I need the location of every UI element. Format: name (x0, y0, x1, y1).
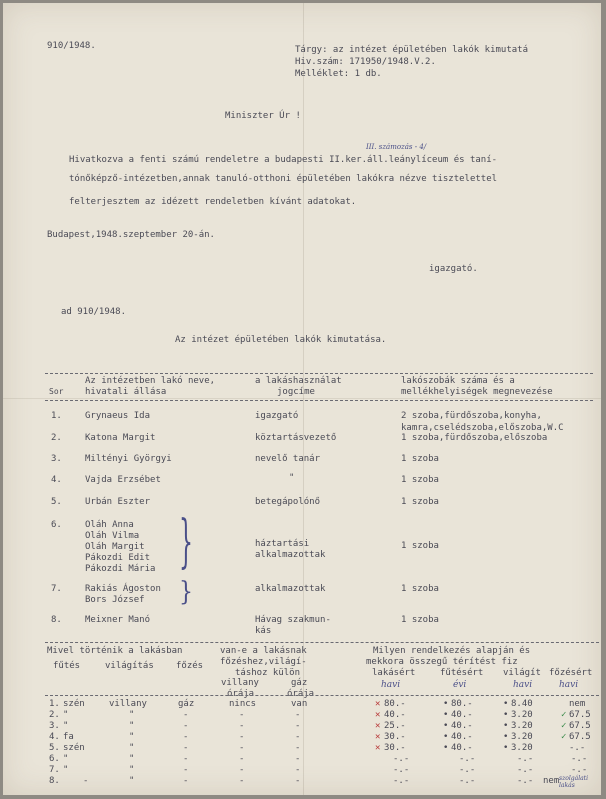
row-number: 1. (49, 699, 60, 709)
table2-header-villany: villany (221, 678, 259, 688)
salutation: Miniszter Úr ! (225, 111, 301, 121)
check-mark: ✕ (375, 743, 381, 753)
bullet: • (443, 743, 449, 753)
table2-header-vilagitas: világítás (105, 661, 154, 671)
row-number: 1. (51, 411, 62, 421)
table2-header-r2: mekkora összegű térítést fiz (366, 657, 518, 667)
cooking: - (183, 776, 189, 786)
lighting-fee: -.- (517, 776, 534, 786)
bullet: • (443, 732, 449, 742)
usage-title: Hávag szakmun- (255, 615, 331, 625)
bullet: • (503, 710, 509, 720)
resident-name: Vajda Erzsébet (85, 475, 161, 485)
electric-meter: - (239, 776, 245, 786)
body-line-3: felterjesztem az idézett rendeletben kívánt adatokat. (69, 197, 357, 207)
rent: 25.- (384, 721, 406, 731)
row-number: 8. (51, 615, 62, 625)
lighting: villany (109, 699, 147, 709)
resident-name: Bors József (85, 595, 145, 605)
bullet: • (503, 732, 509, 742)
electric-meter: - (239, 710, 245, 720)
heating: szén (63, 743, 85, 753)
row-number: 7. (51, 584, 62, 594)
cooking: - (183, 732, 189, 742)
electric-meter: - (239, 765, 245, 775)
table1-header-rule (45, 400, 593, 401)
usage-title: igazgató (255, 411, 299, 421)
bullet: • (503, 743, 509, 753)
cooking: - (183, 743, 189, 753)
cooking: - (183, 721, 189, 731)
cooking: - (183, 754, 189, 764)
table1-header-use-2: jogcíme (277, 387, 315, 397)
lighting: " (129, 721, 135, 731)
row-number: 5. (49, 743, 60, 753)
bullet: • (503, 699, 509, 709)
row-number: 6. (49, 754, 60, 764)
rent: 80.- (384, 699, 406, 709)
rent: -.- (393, 776, 410, 786)
heating-fee: 40.- (451, 721, 473, 731)
row-number: 3. (51, 454, 62, 464)
rent: 40.- (384, 710, 406, 720)
rooms: 2 szoba,fürdőszoba,konyha, (401, 411, 542, 421)
lighting-fee: -.- (517, 754, 534, 764)
resident-name: Pákozdi Mária (85, 564, 156, 574)
heating: fa (63, 732, 74, 742)
reference-number: 910/1948. (47, 41, 96, 51)
gas-meter: - (295, 754, 301, 764)
lighting-fee: -.- (517, 765, 534, 775)
row-number: 6. (51, 520, 62, 530)
date-line: Budapest,1948.szeptember 20-án. (47, 230, 215, 240)
table-title: Az intézet épületében lakók kimutatása. (175, 335, 387, 345)
rooms: 1 szoba (401, 584, 439, 594)
lighting-fee: 3.20 (511, 743, 533, 753)
check-mark: ✕ (375, 732, 381, 742)
table2-header-van-3: táshoz külön (235, 668, 301, 678)
bullet: • (443, 699, 449, 709)
handwritten-insert: III. számozás - 4/ (366, 143, 427, 151)
resident-name: Grynaeus Ida (85, 411, 151, 421)
ad-reference: ad 910/1948. (61, 307, 127, 317)
rent: -.- (393, 754, 410, 764)
table2-header-1: Mivel történik a lakásban (47, 646, 183, 656)
resident-name: Oláh Vilma (85, 531, 140, 541)
check-mark: ✓ (561, 721, 567, 731)
signer: igazgató. (429, 264, 478, 274)
table2-header-futes: fűtés (53, 661, 81, 671)
row-number: 5. (51, 497, 62, 507)
heating-fee: -.- (459, 754, 476, 764)
check-mark: ✕ (375, 710, 381, 720)
table1-header-name-1: Az intézetben lakó neve, (85, 376, 216, 386)
gas-meter: van (291, 699, 308, 709)
document-page (3, 3, 601, 795)
attachment-line: Melléklet: 1 db. (295, 69, 382, 79)
lighting-fee: 3.20 (511, 732, 533, 742)
resident-name: Oláh Anna (85, 520, 134, 530)
cooking: - (183, 710, 189, 720)
check-mark: ✕ (375, 699, 381, 709)
subject-line: Tárgy: az intézet épületében lakók kimutatá (295, 45, 528, 55)
gas-meter: - (295, 765, 301, 775)
lighting-fee: 3.20 (511, 710, 533, 720)
rent: 30.- (384, 732, 406, 742)
cooking-fee: 67.5 (569, 732, 591, 742)
lighting: " (129, 710, 135, 720)
heating: " (63, 710, 69, 720)
table2-header-fozes: főzés (176, 661, 204, 671)
body-line-1: Hivatkozva a fenti számú rendeletre a budapesti II.ker.áll.leánylíceum és taní- (69, 155, 498, 165)
check-mark: ✕ (375, 721, 381, 731)
table2-header-gaz: gáz (291, 678, 308, 688)
heating-fee: 40.- (451, 743, 473, 753)
fold-line-horizontal (3, 398, 601, 399)
hivszam-line: Hiv.szám: 171950/1948.V.2. (295, 57, 436, 67)
resident-name: Meixner Manó (85, 615, 151, 625)
gas-meter: - (295, 776, 301, 786)
bullet: • (503, 721, 509, 731)
lighting-fee: 8.40 (511, 699, 533, 709)
usage-title: betegápolónő (255, 497, 321, 507)
row-number: 4. (49, 732, 60, 742)
table2-header-oraja-2: órája (287, 689, 315, 699)
table2-top-rule (45, 642, 599, 643)
heating: " (63, 721, 69, 731)
table1-header-use-1: a lakáshasználat (255, 376, 342, 386)
row-number: 8. (49, 776, 60, 786)
lighting: " (129, 743, 135, 753)
resident-name: Miltényi Györgyi (85, 454, 172, 464)
electric-meter: - (239, 754, 245, 764)
rooms-continued: kamra,cselédszoba,előszoba,W.C (401, 423, 564, 433)
lighting: " (129, 732, 135, 742)
row-number: 2. (49, 710, 60, 720)
table1-header-no: Sor (49, 387, 64, 396)
lighting: " (129, 765, 135, 775)
heating-fee: 40.- (451, 732, 473, 742)
heating-fee: -.- (459, 776, 476, 786)
brace-mark: } (179, 577, 193, 607)
resident-name: Pákozdi Edit (85, 553, 151, 563)
table2-header-lakas: lakásért (372, 668, 416, 678)
electric-meter: - (239, 743, 245, 753)
usage-title-continued: alkalmazottak (255, 550, 326, 560)
rent: 30.- (384, 743, 406, 753)
cooking: gáz (178, 699, 195, 709)
usage-title: nevelő tanár (255, 454, 321, 464)
bullet: • (443, 710, 449, 720)
usage-title: köztartásvezető (255, 433, 337, 443)
table2-header-van-1: van-e a lakásnak (220, 646, 307, 656)
row-number: 7. (49, 765, 60, 775)
table2-header-van-2: főzéshez,világí- (220, 657, 307, 667)
rooms: 1 szoba (401, 475, 439, 485)
cooking-fee: 67.5 (569, 721, 591, 731)
check-mark: ✓ (561, 710, 567, 720)
handwritten-havi-2: havi (513, 680, 533, 690)
heating-fee: 40.- (451, 710, 473, 720)
table2-header-oraja-1: órája (227, 689, 255, 699)
table1-top-rule (45, 373, 593, 374)
handwritten-havi-3: havi (559, 680, 579, 690)
usage-title: " (289, 473, 295, 483)
row-number: 4. (51, 475, 62, 485)
rooms: 1 szoba (401, 454, 439, 464)
table2-header-futesert: fűtésért (440, 668, 484, 678)
table2-header-rule (45, 695, 599, 696)
rooms: 1 szoba,fürdőszoba,előszoba (401, 433, 548, 443)
row-number: 2. (51, 433, 62, 443)
electric-meter: - (239, 721, 245, 731)
rooms: 1 szoba (401, 541, 439, 551)
rooms: 1 szoba (401, 497, 439, 507)
table2-header-fozesert: főzésért (549, 668, 593, 678)
heating: " (63, 754, 69, 764)
cooking-fee: nem (543, 776, 560, 786)
electric-meter: - (239, 732, 245, 742)
resident-name: Urbán Eszter (85, 497, 151, 507)
gas-meter: - (295, 721, 301, 731)
rooms: 1 szoba (401, 615, 439, 625)
heating: " (63, 765, 69, 775)
usage-title-continued: kás (255, 626, 272, 636)
usage-title: alkalmazottak (255, 584, 326, 594)
cooking-fee: -.- (571, 754, 588, 764)
handwritten-havi-1: havi (381, 680, 401, 690)
heating-fee: 80.- (451, 699, 473, 709)
cooking: - (183, 765, 189, 775)
cooking-fee: 67.5 (569, 710, 591, 720)
bullet: • (443, 721, 449, 731)
gas-meter: - (295, 743, 301, 753)
heating: szén (63, 699, 85, 709)
resident-name: Rakiás Ágoston (85, 584, 161, 594)
table1-header-name-2: hivatali állása (85, 387, 167, 397)
fold-line-vertical (303, 3, 304, 795)
row-number: 3. (49, 721, 60, 731)
table2-header-vilagitasert: világít (503, 668, 541, 678)
check-mark: ✓ (561, 732, 567, 742)
lighting: " (129, 754, 135, 764)
resident-name: Katona Margit (85, 433, 156, 443)
table1-header-rooms-1: lakószobák száma és a (401, 376, 515, 386)
usage-title: háztartási (255, 539, 310, 549)
lighting-fee: 3.20 (511, 721, 533, 731)
handwritten-evi: évi (453, 680, 467, 690)
brace-mark: } (179, 511, 193, 576)
cooking-fee: -.- (569, 743, 586, 753)
lighting: " (129, 776, 135, 786)
cooking-fee: -.- (571, 765, 588, 775)
table1-header-rooms-2: mellékhelyiségek megnevezése (401, 387, 553, 397)
gas-meter: - (295, 710, 301, 720)
body-line-2: tónőképző-intézetben,annak tanuló-otthoni épületében lakókra nézve tisztelettel (69, 174, 498, 184)
table2-header-r1: Milyen rendelkezés alapján és (373, 646, 531, 656)
heating: - (83, 776, 89, 786)
heating-fee: -.- (459, 765, 476, 775)
gas-meter: - (295, 732, 301, 742)
resident-name: Oláh Margit (85, 542, 145, 552)
handwritten-footnote: szolgálati lakás (559, 775, 589, 789)
cooking-fee: nem (569, 699, 586, 709)
rent: -.- (393, 765, 410, 775)
electric-meter: nincs (229, 699, 257, 709)
